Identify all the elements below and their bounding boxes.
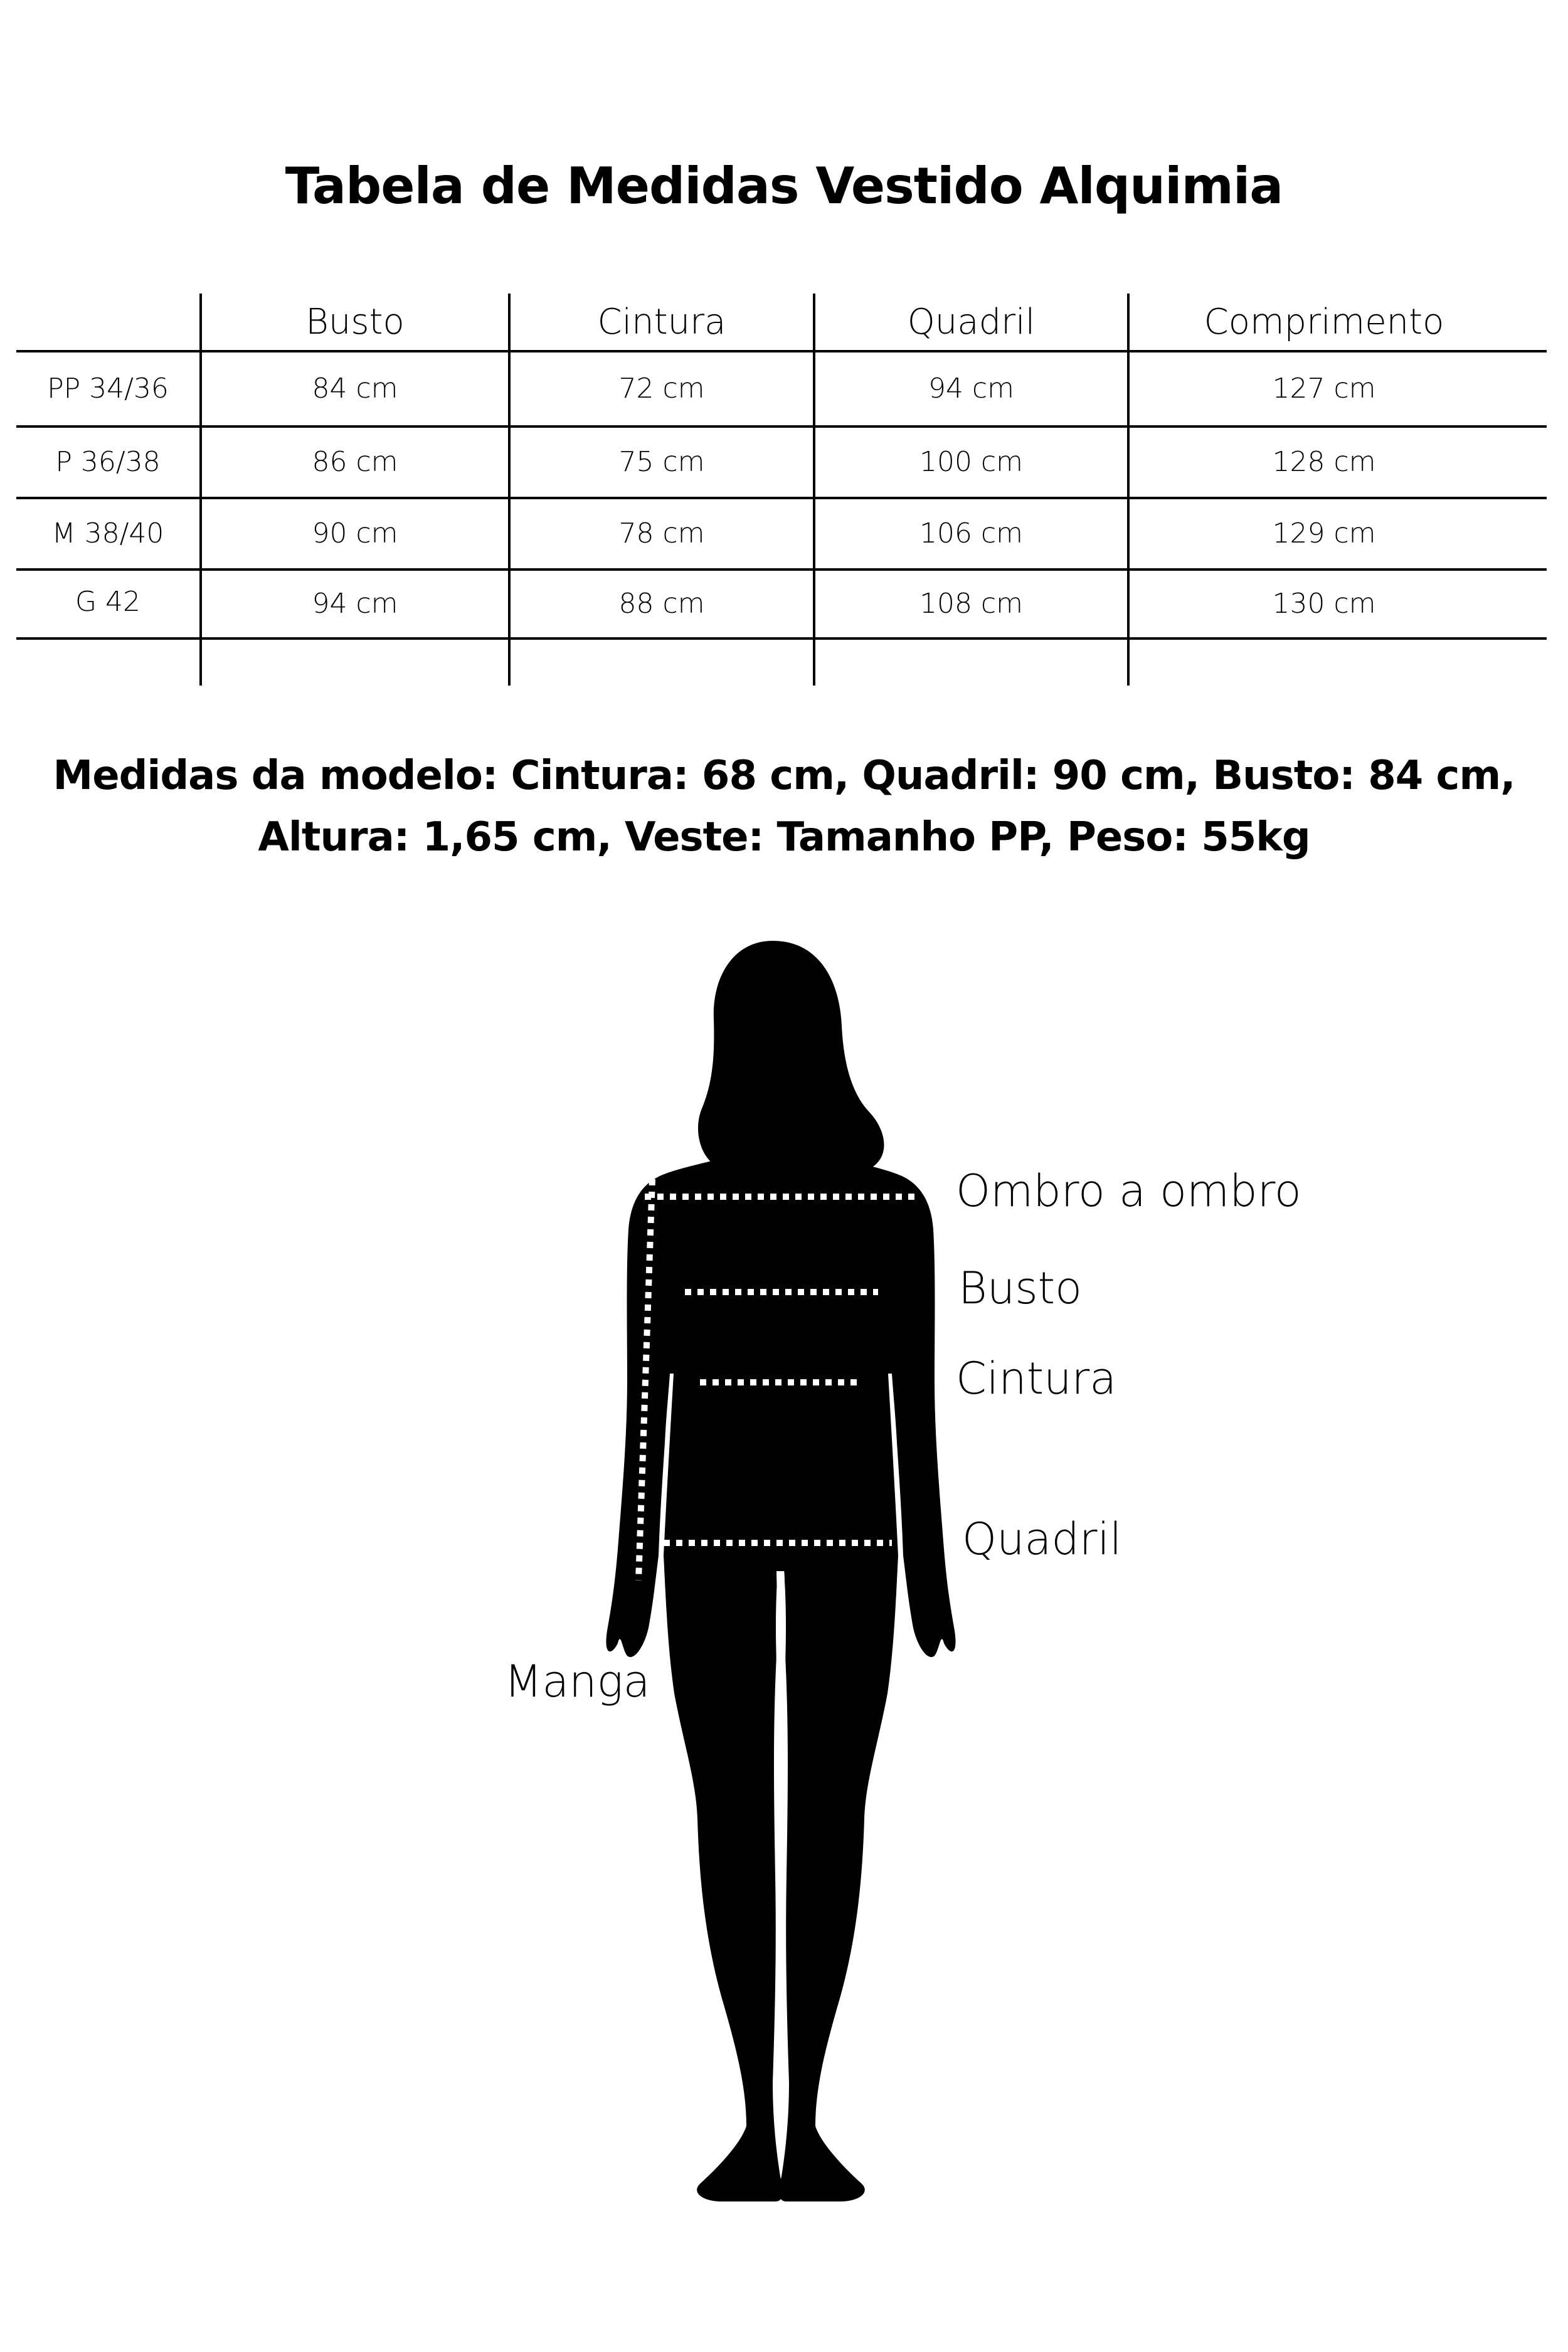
quadril-cell: 108 cm [919, 588, 1024, 620]
cintura-cell: 75 cm [618, 446, 705, 478]
size-cell: G 42 [75, 586, 141, 618]
comprimento-cell: 128 cm [1272, 446, 1376, 478]
size-cell: M 38/40 [51, 517, 164, 549]
silhouette-head [698, 941, 884, 1176]
column-header-cintura: Cintura [597, 302, 726, 342]
quadril-cell: 100 cm [919, 446, 1024, 478]
busto-cell: 86 cm [312, 446, 398, 478]
comprimento-cell: 130 cm [1272, 588, 1376, 620]
cintura-cell: 72 cm [618, 373, 705, 405]
column-header-busto: Busto [305, 302, 405, 342]
label-bust: Busto [958, 1263, 1082, 1314]
comprimento-cell: 129 cm [1272, 517, 1376, 549]
model-measurements-line-2: Altura: 1,65 cm, Veste: Tamanho PP, Peso: 55kg [258, 814, 1310, 861]
cintura-cell: 88 cm [618, 588, 705, 620]
column-header-quadril: Quadril [907, 302, 1036, 342]
quadril-cell: 106 cm [919, 517, 1024, 549]
model-measurements-line-1: Medidas da modelo: Cintura: 68 cm, Quadril: 90 cm, Busto: 84 cm, [53, 753, 1515, 799]
label-sleeve: Manga [504, 1656, 650, 1707]
busto-cell: 90 cm [312, 517, 398, 549]
size-cell: PP 34/36 [47, 373, 169, 405]
size-cell: P 36/38 [55, 446, 161, 478]
quadril-cell: 94 cm [928, 373, 1015, 405]
busto-cell: 94 cm [312, 588, 398, 620]
comprimento-cell: 127 cm [1272, 373, 1376, 405]
label-hip: Quadril [962, 1513, 1122, 1565]
busto-cell: 84 cm [312, 373, 398, 405]
cintura-cell: 78 cm [618, 517, 705, 549]
label-waist: Cintura [956, 1353, 1117, 1404]
column-header-comprimento: Comprimento [1204, 302, 1444, 342]
label-shoulder: Ombro a ombro [956, 1165, 1301, 1217]
page-title: Tabela de Medidas Vestido Alquimia [285, 157, 1283, 215]
